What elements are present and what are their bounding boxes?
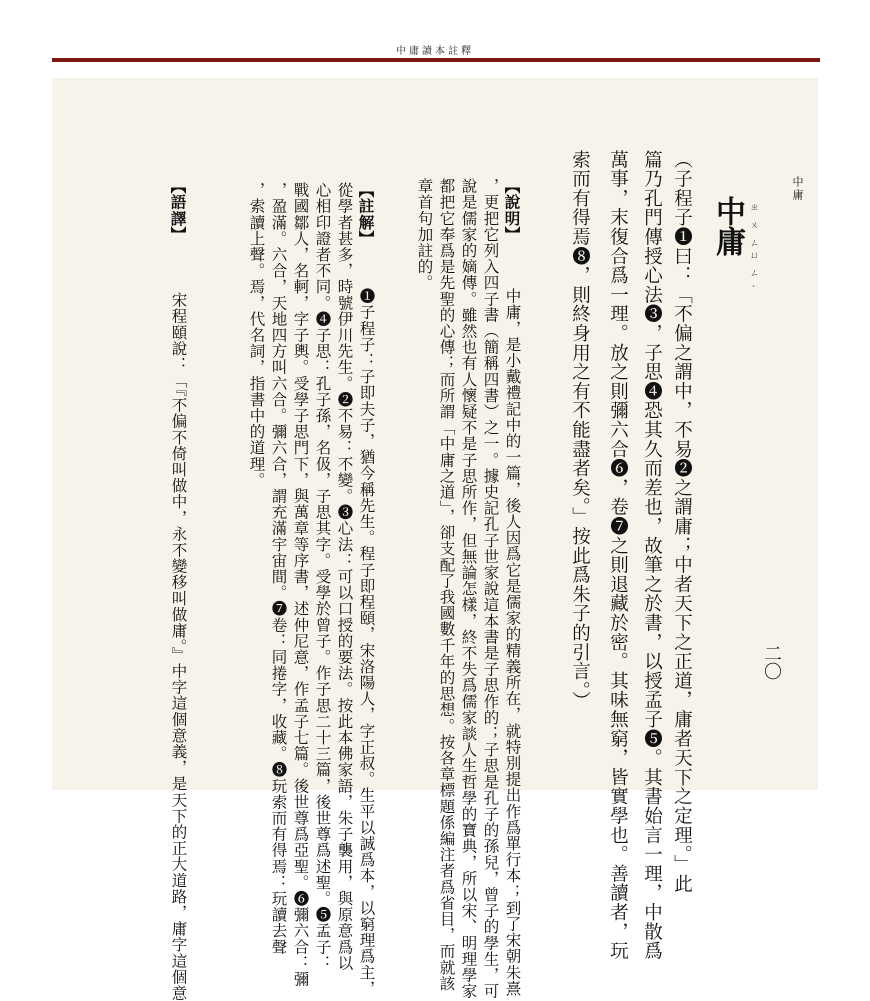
chapter-title: [710, 196, 745, 286]
notes-line: 心相印證者不同。❹子思：孔子孫，名伋，子思其字。受學於曾子。作子思二十三篇，後世尊爲述聖。❺孟子：: [313, 182, 332, 971]
running-head: 中庸: [791, 176, 804, 202]
page-number: 二〇: [761, 644, 782, 680]
explanation-label: 【說明】: [502, 178, 522, 243]
notes-line: ，盈滿。六合，天地四方叫六合。彌六合，謂充滿宇宙間。❼卷：同捲字，收藏。❽玩索而有得焉：玩讀去聲: [269, 182, 288, 955]
title-char-zhong: 中: [710, 196, 745, 226]
translation-label: 【語譯】: [168, 178, 188, 243]
book-page: [52, 78, 818, 1001]
explanation-line: 中庸，是小戴禮記中的一篇，後人因爲它是儒家的精義所在，就特別提出作爲單行本；到了宋朝朱熹: [503, 288, 522, 997]
translation-line: 宋程頤說：「『不偏不倚叫做中，永不變移叫做庸。』中字這個意義，是天下的正大道路，庸字這個意: [169, 292, 188, 1001]
explanation-line: 都把它奉爲是先聖的心傳；而所謂「中庸之道」，卻支配了我國數千年的思想。按各章標題係編注者爲省目，而就該: [437, 178, 456, 992]
notes-line: 戰國鄒人，名軻，字子輿。受學子思門下，與萬章等序書，述仲尼意，作孟子七篇。後世尊爲亞聖。❻彌六合：彌: [291, 182, 310, 987]
title-zhuyin-zhong: ㄓㄨㄥ: [748, 202, 758, 256]
notes-label: 【註解】: [356, 182, 376, 247]
main-text-line: 索而有得焉❽，則終身用之有不能盡者矣。」按此爲朱子的引言。）: [569, 150, 591, 711]
notes-line: 從學者甚多，時號伊川先生。❷不易：不變。❸心法：可以口授的要法。按此本佛家語，朱子襲用，與原意爲以: [335, 182, 354, 971]
notes-line: ，索讀上聲。焉，代名詞，指書中的道理。: [247, 182, 266, 488]
title-zhuyin-yong: ㄩㄥˊ: [748, 250, 758, 305]
main-text-line: （子程子❶曰：「不偏之謂中，不易❷之謂庸；中者天下之正道，庸者天下之定理。」此: [671, 150, 693, 894]
page-header-title: 中庸讀本註釋: [396, 46, 474, 57]
explanation-line: 章首句加註的。: [415, 178, 434, 291]
explanation-line: 說是儒家的嫡傳。雖然也有人懷疑不是子思所作，但無論怎樣，終不失爲儒家談人生哲學的寶典，所以宋、明理學家: [459, 178, 478, 1000]
header-rule: [52, 58, 820, 62]
main-text-line: 萬事，末復合爲一理。放之則彌六合❻，卷❼之則退藏於密。其味無窮，皆實學也。善讀者，玩: [607, 150, 629, 961]
notes-line: ❶子程子：子即夫子，猶今稱先生。程子即程頤，宋洛陽人，字正叔。生平以誠爲本，以窮理爲主，: [357, 288, 376, 997]
title-char-yong: 庸: [710, 226, 745, 256]
explanation-line: ，更把它列入四子書（簡稱四書）之一。據史記孔子世家說這本書是子思作的；子思是孔子的孫兒，曾子的學生，可: [481, 178, 500, 1000]
main-text-line: 篇乃孔門傳授心法❸，子思❹恐其久而差也，故筆之於書，以授孟子❺。其書始言一理，中散爲: [641, 150, 663, 961]
